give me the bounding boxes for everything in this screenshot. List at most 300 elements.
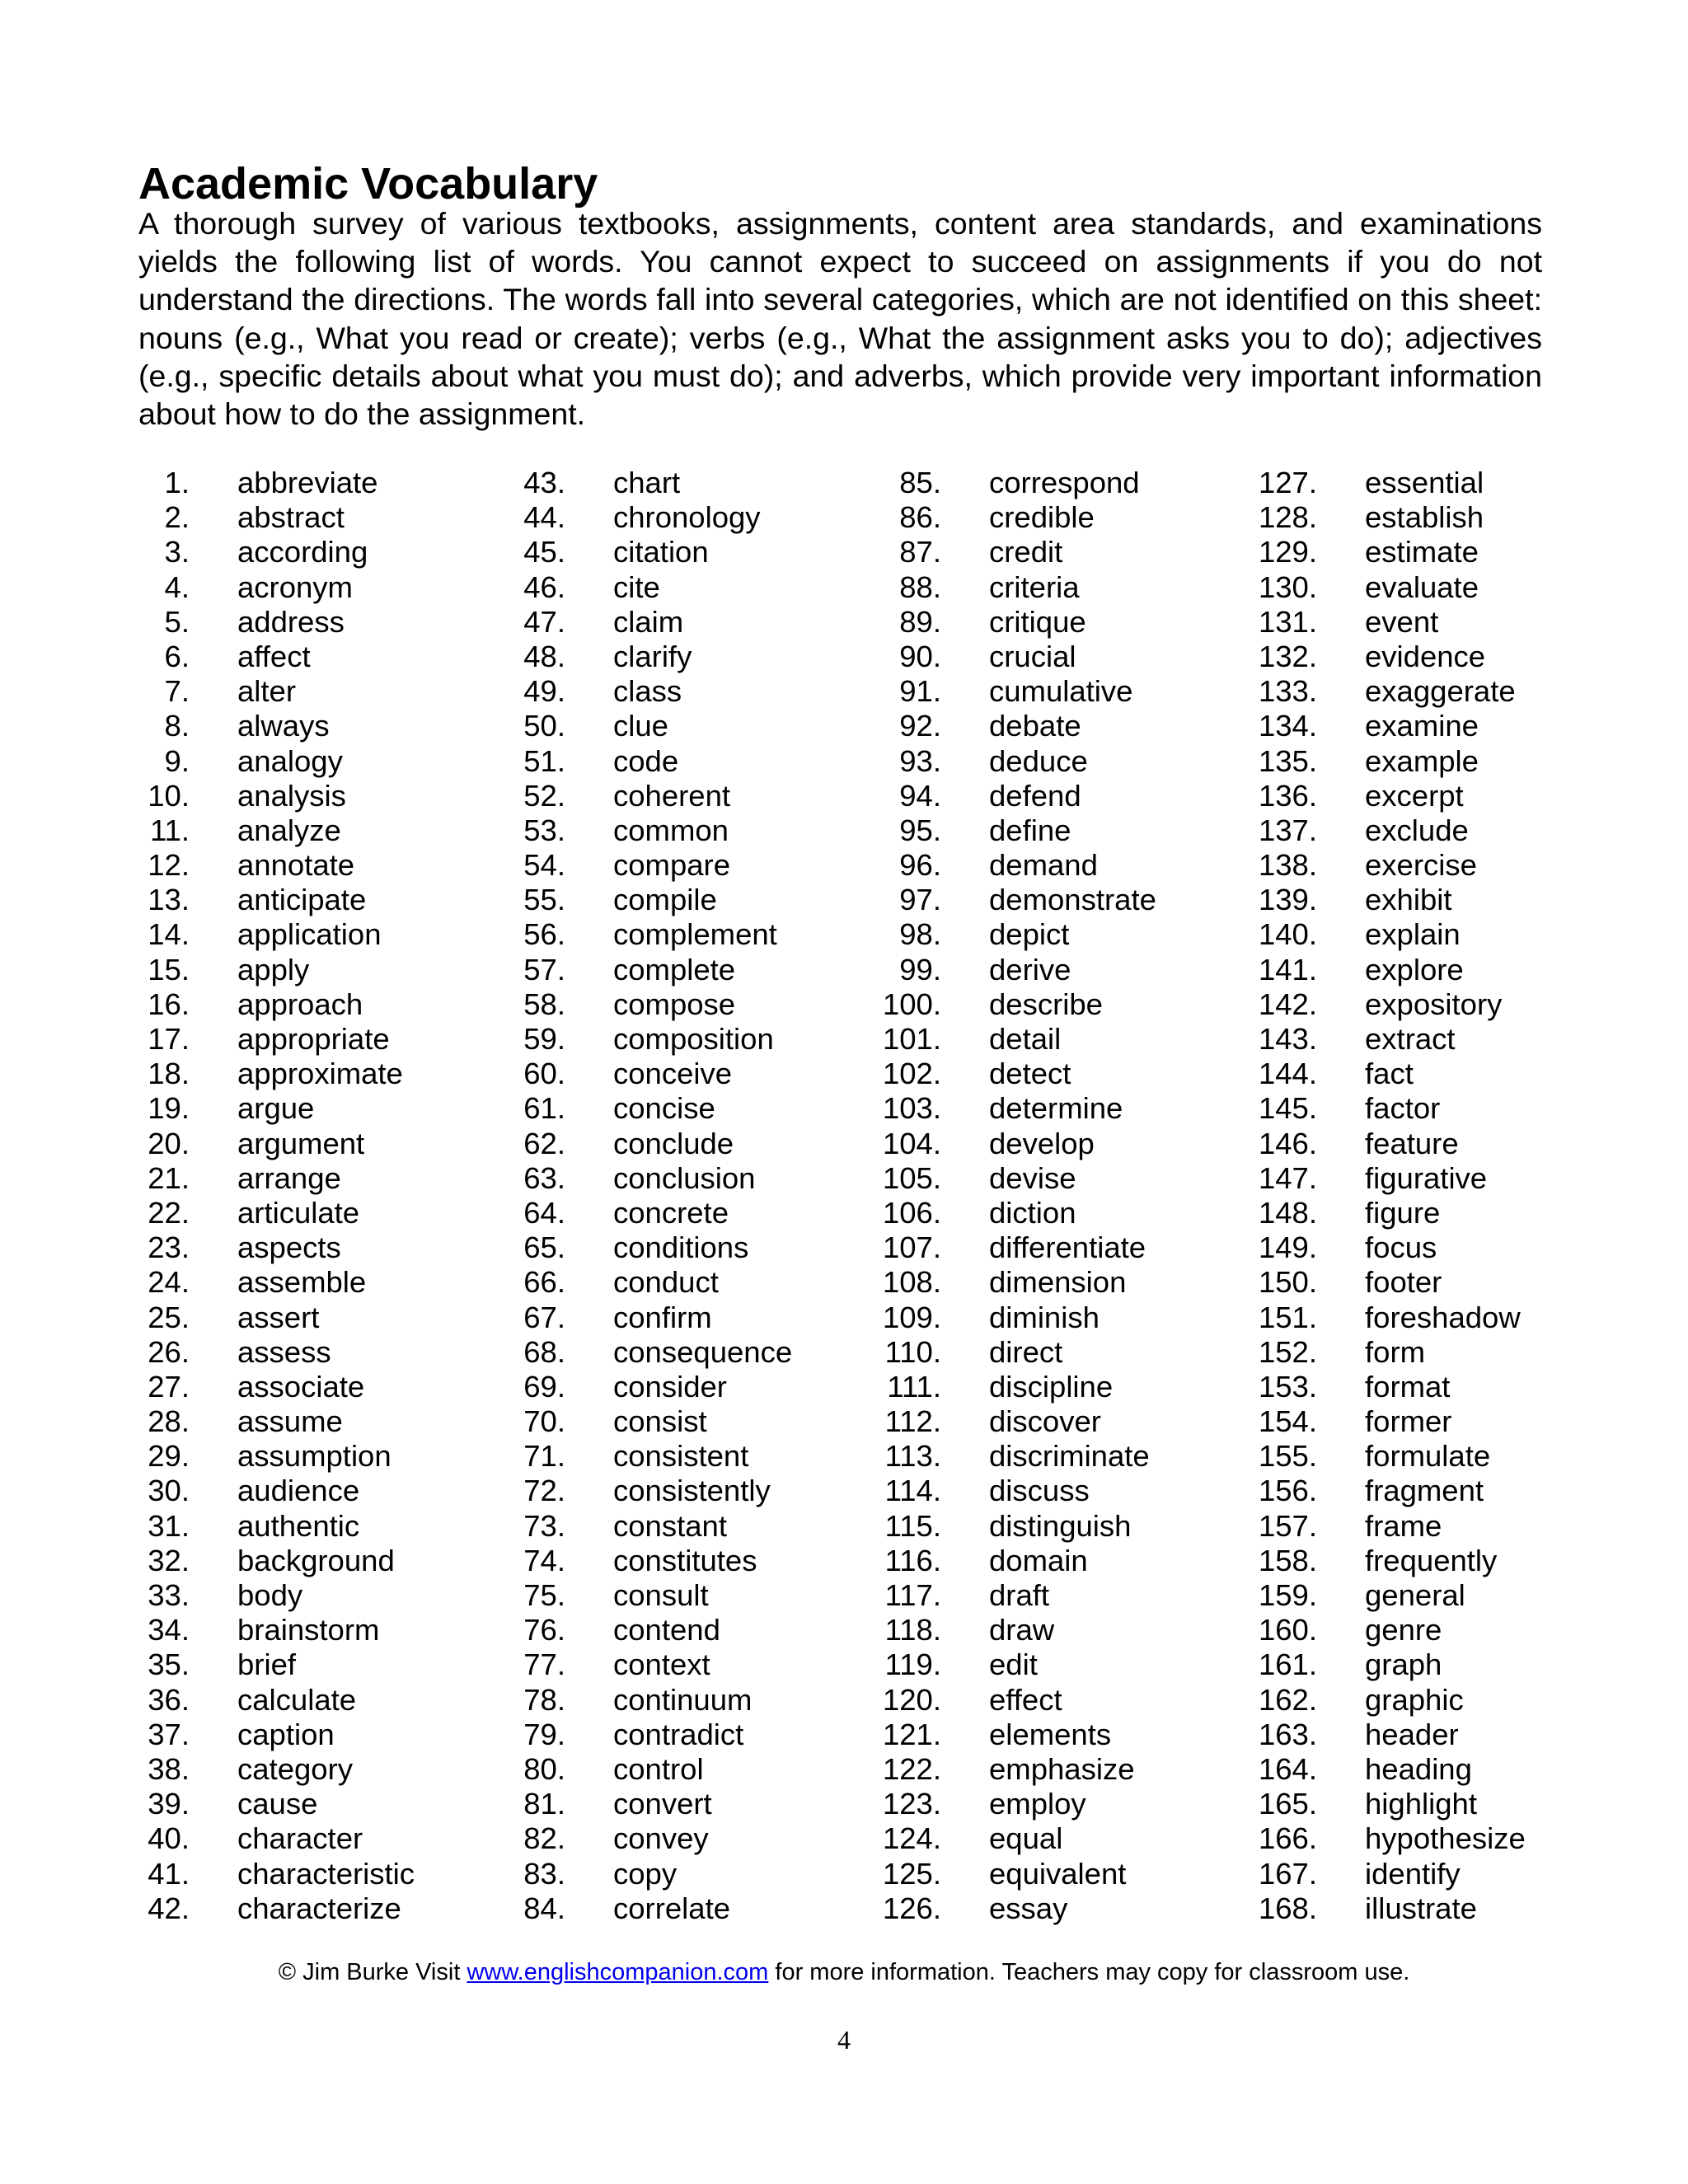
vocabulary-item-word: consist bbox=[613, 1404, 707, 1439]
vocabulary-item-number: 60. bbox=[523, 1057, 565, 1091]
vocabulary-item-number: 93. bbox=[899, 743, 941, 778]
vocabulary-item-number: 70. bbox=[523, 1404, 565, 1439]
vocabulary-item bbox=[376, 570, 755, 605]
vocabulary-item-word: contradict bbox=[613, 1717, 744, 1751]
vocabulary-item-number: 57. bbox=[523, 952, 565, 987]
vocabulary-item bbox=[0, 813, 379, 848]
vocabulary-item bbox=[752, 848, 1131, 883]
vocabulary-item-number: 32. bbox=[148, 1543, 190, 1577]
vocabulary-item-number: 19. bbox=[148, 1091, 190, 1126]
vocabulary-item-word: defend bbox=[989, 778, 1081, 813]
vocabulary-item-number: 110. bbox=[884, 1334, 941, 1369]
vocabulary-item-number: 58. bbox=[523, 987, 565, 1021]
vocabulary-item-number: 115. bbox=[884, 1508, 941, 1543]
vocabulary-item-word: devise bbox=[989, 1160, 1076, 1195]
vocabulary-item-word: convey bbox=[613, 1821, 709, 1856]
vocabulary-item bbox=[1128, 1439, 1507, 1474]
vocabulary-item-word: category bbox=[237, 1751, 353, 1786]
vocabulary-item bbox=[376, 1057, 755, 1091]
vocabulary-item-word: brief bbox=[237, 1647, 297, 1682]
vocabulary-item-word: criteria bbox=[989, 569, 1080, 604]
vocabulary-item-number: 47. bbox=[523, 604, 565, 639]
vocabulary-item bbox=[0, 1335, 379, 1370]
vocabulary-item-number: 24. bbox=[148, 1265, 190, 1300]
vocabulary-item-number: 79. bbox=[523, 1717, 565, 1751]
vocabulary-item bbox=[752, 1647, 1131, 1682]
vocabulary-item-number: 127. bbox=[1258, 466, 1317, 499]
vocabulary-item-number: 56. bbox=[523, 917, 565, 952]
vocabulary-item bbox=[1128, 1265, 1507, 1300]
vocabulary-item bbox=[376, 1334, 793, 1370]
vocabulary-item-number: 126. bbox=[882, 1891, 941, 1925]
vocabulary-item-number: 66. bbox=[523, 1265, 565, 1300]
vocabulary-item bbox=[752, 640, 1131, 674]
vocabulary-item-word: format bbox=[1365, 1369, 1451, 1404]
vocabulary-item-number: 156. bbox=[1258, 1474, 1317, 1508]
vocabulary-item-number: 74. bbox=[523, 1543, 565, 1577]
vocabulary-item-word: hypothesize bbox=[1365, 1821, 1526, 1856]
vocabulary-item-word: constant bbox=[613, 1508, 727, 1543]
vocabulary-item bbox=[1128, 987, 1507, 1022]
vocabulary-item bbox=[0, 1509, 379, 1544]
vocabulary-item bbox=[0, 987, 379, 1022]
vocabulary-item bbox=[752, 1057, 1131, 1091]
vocabulary-item bbox=[376, 1230, 755, 1265]
vocabulary-item-word: confirm bbox=[613, 1300, 712, 1334]
vocabulary-item-word: header bbox=[1365, 1717, 1459, 1751]
vocabulary-item-word: annotate bbox=[237, 848, 355, 883]
vocabulary-item bbox=[752, 1891, 1131, 1926]
vocabulary-item-number: 28. bbox=[148, 1404, 190, 1439]
vocabulary-item-word: credible bbox=[989, 500, 1095, 535]
vocabulary-item bbox=[752, 709, 1131, 743]
vocabulary-item-number: 134. bbox=[1258, 709, 1317, 743]
vocabulary-item bbox=[1128, 1578, 1507, 1613]
vocabulary-item-number: 100. bbox=[882, 987, 941, 1021]
vocabulary-item-number: 122. bbox=[882, 1751, 941, 1786]
vocabulary-item bbox=[752, 1335, 1131, 1370]
vocabulary-item-word: consider bbox=[613, 1369, 727, 1404]
vocabulary-item-number: 12. bbox=[148, 848, 190, 883]
vocabulary-item bbox=[752, 466, 1140, 500]
vocabulary-item-word: correlate bbox=[613, 1891, 731, 1925]
vocabulary-item-word: frame bbox=[1365, 1508, 1442, 1543]
vocabulary-item-word: deduce bbox=[989, 743, 1088, 778]
vocabulary-item-number: 96. bbox=[899, 848, 941, 883]
vocabulary-item bbox=[752, 883, 1156, 917]
vocabulary-item bbox=[0, 953, 379, 987]
vocabulary-item-number: 14. bbox=[148, 917, 190, 952]
vocabulary-item bbox=[752, 1091, 1131, 1126]
vocabulary-item bbox=[0, 1752, 379, 1787]
vocabulary-item-number: 133. bbox=[1258, 674, 1317, 709]
vocabulary-item-word: compile bbox=[613, 883, 717, 917]
vocabulary-item-word: clarify bbox=[613, 639, 692, 673]
vocabulary-item-number: 91. bbox=[899, 674, 941, 709]
vocabulary-item-number: 150. bbox=[1258, 1265, 1317, 1300]
vocabulary-item-number: 81. bbox=[523, 1787, 565, 1821]
vocabulary-item-number: 69. bbox=[523, 1369, 565, 1404]
vocabulary-item-word: compose bbox=[613, 987, 736, 1021]
vocabulary-item-number: 76. bbox=[523, 1613, 565, 1647]
vocabulary-item-number: 6. bbox=[164, 639, 190, 673]
vocabulary-item-word: contend bbox=[613, 1613, 720, 1647]
vocabulary-item-number: 94. bbox=[899, 778, 941, 813]
vocabulary-item bbox=[376, 1821, 755, 1856]
vocabulary-item bbox=[0, 709, 379, 743]
vocabulary-item bbox=[1128, 1891, 1507, 1926]
vocabulary-item bbox=[752, 1404, 1131, 1439]
vocabulary-item bbox=[376, 1509, 755, 1544]
vocabulary-item-word: citation bbox=[613, 535, 709, 569]
vocabulary-item bbox=[0, 1370, 379, 1404]
vocabulary-item-number: 130. bbox=[1258, 569, 1317, 604]
footer-website-link[interactable]: www.englishcompanion.com bbox=[467, 1959, 769, 1985]
vocabulary-item-number: 162. bbox=[1258, 1682, 1317, 1717]
vocabulary-item-word: define bbox=[989, 813, 1071, 847]
vocabulary-item bbox=[376, 640, 755, 674]
vocabulary-item-word: consult bbox=[613, 1578, 709, 1612]
vocabulary-item bbox=[1128, 744, 1507, 779]
vocabulary-item bbox=[1128, 1821, 1526, 1856]
vocabulary-item bbox=[0, 1127, 379, 1161]
vocabulary-item-word: derive bbox=[989, 952, 1071, 987]
vocabulary-item-word: fragment bbox=[1365, 1474, 1484, 1508]
vocabulary-item-word: determine bbox=[989, 1091, 1123, 1126]
vocabulary-item-number: 149. bbox=[1258, 1230, 1317, 1265]
vocabulary-item-number: 63. bbox=[523, 1160, 565, 1195]
vocabulary-item bbox=[1128, 1127, 1507, 1161]
vocabulary-item bbox=[376, 1613, 755, 1647]
vocabulary-item bbox=[0, 1543, 395, 1578]
vocabulary-item-number: 43. bbox=[523, 466, 565, 499]
vocabulary-item-word: apply bbox=[237, 952, 310, 987]
vocabulary-item-word: chart bbox=[613, 466, 681, 499]
vocabulary-item-number: 64. bbox=[523, 1195, 565, 1230]
vocabulary-item-word: identify bbox=[1365, 1856, 1461, 1891]
vocabulary-item-word: emphasize bbox=[989, 1751, 1135, 1786]
vocabulary-item-word: assume bbox=[237, 1404, 343, 1439]
footer-prefix: © Jim Burke Visit bbox=[278, 1959, 467, 1985]
vocabulary-item-number: 44. bbox=[523, 500, 565, 535]
vocabulary-item-word: code bbox=[613, 743, 679, 778]
vocabulary-item-number: 168. bbox=[1258, 1891, 1317, 1925]
vocabulary-item bbox=[376, 1265, 755, 1300]
vocabulary-item-word: exercise bbox=[1365, 848, 1477, 883]
vocabulary-item-number: 148. bbox=[1258, 1195, 1317, 1230]
vocabulary-item-word: differentiate bbox=[989, 1230, 1146, 1265]
page-title: Academic Vocabulary bbox=[138, 159, 598, 209]
vocabulary-item bbox=[752, 1509, 1131, 1544]
vocabulary-item-word: assumption bbox=[237, 1439, 392, 1474]
vocabulary-item-word: demonstrate bbox=[989, 883, 1156, 917]
vocabulary-column-1 bbox=[0, 466, 415, 1926]
vocabulary-item-word: former bbox=[1365, 1404, 1452, 1439]
vocabulary-item-word: essay bbox=[989, 1891, 1068, 1925]
vocabulary-item bbox=[1128, 1857, 1507, 1891]
vocabulary-item-word: fact bbox=[1365, 1057, 1414, 1091]
vocabulary-item-number: 98. bbox=[899, 917, 941, 952]
vocabulary-item-word: background bbox=[237, 1543, 395, 1577]
vocabulary-item-number: 117. bbox=[884, 1578, 941, 1612]
vocabulary-item-number: 166. bbox=[1258, 1821, 1317, 1856]
vocabulary-item-word: approach bbox=[237, 987, 363, 1021]
vocabulary-item-word: critique bbox=[989, 604, 1086, 639]
vocabulary-item-number: 1. bbox=[164, 466, 190, 499]
vocabulary-item-number: 20. bbox=[148, 1126, 190, 1160]
vocabulary-item-number: 143. bbox=[1258, 1022, 1317, 1056]
vocabulary-item-number: 49. bbox=[523, 674, 565, 709]
vocabulary-item-word: employ bbox=[989, 1787, 1086, 1821]
vocabulary-item-word: event bbox=[1365, 604, 1439, 639]
vocabulary-item bbox=[1128, 1683, 1507, 1718]
vocabulary-item bbox=[752, 1439, 1150, 1474]
vocabulary-item bbox=[1128, 1404, 1507, 1439]
vocabulary-item-number: 13. bbox=[148, 883, 190, 917]
vocabulary-item-word: evidence bbox=[1365, 639, 1486, 673]
vocabulary-item bbox=[376, 1544, 755, 1578]
vocabulary-item-word: affect bbox=[237, 639, 311, 673]
vocabulary-item bbox=[752, 1683, 1131, 1718]
vocabulary-item-word: assemble bbox=[237, 1265, 367, 1300]
vocabulary-item-word: depict bbox=[989, 917, 1070, 952]
vocabulary-item-number: 97. bbox=[899, 883, 941, 917]
vocabulary-item-word: graph bbox=[1365, 1647, 1442, 1682]
vocabulary-item-word: demand bbox=[989, 848, 1098, 883]
vocabulary-item-word: foreshadow bbox=[1365, 1300, 1521, 1334]
vocabulary-item bbox=[0, 1787, 379, 1821]
vocabulary-item-word: figurative bbox=[1365, 1160, 1488, 1195]
vocabulary-item bbox=[0, 640, 379, 674]
vocabulary-item-word: authentic bbox=[237, 1508, 360, 1543]
vocabulary-item-number: 41. bbox=[148, 1856, 190, 1891]
vocabulary-item-word: clue bbox=[613, 709, 668, 743]
vocabulary-item bbox=[752, 1751, 1135, 1787]
vocabulary-item bbox=[0, 848, 379, 883]
vocabulary-item-word: describe bbox=[989, 987, 1103, 1021]
vocabulary-item bbox=[376, 1891, 755, 1926]
vocabulary-item-number: 18. bbox=[148, 1057, 190, 1091]
vocabulary-item-number: 124. bbox=[882, 1821, 941, 1856]
vocabulary-item-number: 147. bbox=[1258, 1160, 1317, 1195]
vocabulary-item bbox=[0, 1230, 379, 1265]
vocabulary-item bbox=[376, 848, 755, 883]
vocabulary-item-number: 144. bbox=[1258, 1057, 1317, 1091]
vocabulary-item-number: 82. bbox=[523, 1821, 565, 1856]
vocabulary-item-number: 48. bbox=[523, 639, 565, 673]
vocabulary-item-word: examine bbox=[1365, 709, 1479, 743]
vocabulary-item bbox=[1128, 640, 1507, 674]
vocabulary-item-number: 15. bbox=[148, 952, 190, 987]
vocabulary-item-word: alter bbox=[237, 674, 297, 709]
vocabulary-item bbox=[1128, 1370, 1507, 1404]
footer-notice bbox=[0, 1957, 1688, 1987]
vocabulary-item-number: 83. bbox=[523, 1856, 565, 1891]
vocabulary-item-word: distinguish bbox=[989, 1508, 1132, 1543]
vocabulary-item bbox=[376, 1787, 755, 1821]
vocabulary-item-number: 89. bbox=[899, 604, 941, 639]
vocabulary-item bbox=[0, 1022, 390, 1057]
vocabulary-item-word: articulate bbox=[237, 1195, 360, 1230]
vocabulary-item-word: discriminate bbox=[989, 1439, 1150, 1474]
vocabulary-item-number: 137. bbox=[1258, 813, 1317, 847]
vocabulary-item bbox=[1128, 1230, 1507, 1265]
vocabulary-item-word: cumulative bbox=[989, 674, 1133, 709]
vocabulary-item-word: coherent bbox=[613, 778, 731, 813]
vocabulary-item-word: argue bbox=[237, 1091, 315, 1126]
vocabulary-item-word: common bbox=[613, 813, 729, 847]
vocabulary-item-number: 36. bbox=[148, 1682, 190, 1717]
vocabulary-item bbox=[0, 570, 379, 605]
vocabulary-item-number: 16. bbox=[148, 987, 190, 1021]
vocabulary-item-number: 139. bbox=[1258, 883, 1317, 917]
vocabulary-item bbox=[376, 1127, 755, 1161]
vocabulary-item-number: 4. bbox=[164, 569, 190, 604]
vocabulary-item bbox=[1128, 848, 1507, 883]
vocabulary-item-word: conceive bbox=[613, 1057, 733, 1091]
intro-paragraph: A thorough survey of various textbooks, assignments, content area standards, and examinations yields the following list of words. You cannot expect to succeed on assignments if you do not understand the directions. The words fall into several categories, which are not identified on this sheet: nouns (e.g., What you read or create); verbs (e.g., What the assignment asks you to do); adjectives (e.g., specific details about what you must do); and adverbs, which provide very important information about how to do the assignment. bbox=[138, 206, 1542, 432]
vocabulary-item-number: 131. bbox=[1258, 604, 1317, 639]
vocabulary-item-word: convert bbox=[613, 1787, 712, 1821]
vocabulary-item bbox=[752, 1370, 1131, 1404]
vocabulary-item bbox=[0, 1821, 379, 1856]
vocabulary-item-word: caption bbox=[237, 1717, 335, 1751]
vocabulary-item-word: graphic bbox=[1365, 1682, 1464, 1717]
vocabulary-item-word: factor bbox=[1365, 1091, 1441, 1126]
vocabulary-item-word: according bbox=[237, 535, 368, 569]
vocabulary-item-number: 142. bbox=[1258, 987, 1317, 1021]
vocabulary-item-word: exaggerate bbox=[1365, 674, 1516, 709]
vocabulary-item-word: genre bbox=[1365, 1613, 1442, 1647]
vocabulary-item bbox=[0, 500, 379, 535]
vocabulary-item bbox=[1128, 535, 1507, 569]
vocabulary-item-word: class bbox=[613, 674, 682, 709]
vocabulary-item-word: anticipate bbox=[237, 883, 367, 917]
vocabulary-item-number: 40. bbox=[148, 1821, 190, 1856]
vocabulary-item-number: 55. bbox=[523, 883, 565, 917]
vocabulary-item-number: 62. bbox=[523, 1126, 565, 1160]
vocabulary-item-number: 132. bbox=[1258, 639, 1317, 673]
vocabulary-item bbox=[0, 1057, 403, 1091]
vocabulary-item-word: claim bbox=[613, 604, 684, 639]
vocabulary-item bbox=[1128, 1752, 1507, 1787]
vocabulary-item bbox=[0, 1161, 379, 1196]
vocabulary-item-number: 35. bbox=[148, 1647, 190, 1682]
vocabulary-item-word: frequently bbox=[1365, 1543, 1498, 1577]
vocabulary-item-number: 158. bbox=[1258, 1543, 1317, 1577]
vocabulary-item bbox=[1128, 1091, 1507, 1126]
vocabulary-item-number: 107. bbox=[882, 1230, 941, 1265]
vocabulary-item bbox=[752, 1544, 1131, 1578]
vocabulary-item-number: 17. bbox=[148, 1022, 190, 1056]
vocabulary-item-word: equivalent bbox=[989, 1856, 1127, 1891]
footer-suffix: for more information. Teachers may copy for classroom use. bbox=[768, 1959, 1410, 1985]
vocabulary-item-word: concrete bbox=[613, 1195, 729, 1230]
vocabulary-item-word: associate bbox=[237, 1369, 365, 1404]
vocabulary-item-word: form bbox=[1365, 1334, 1425, 1369]
vocabulary-item-number: 77. bbox=[523, 1647, 565, 1682]
vocabulary-item bbox=[752, 1265, 1131, 1300]
vocabulary-item-number: 80. bbox=[523, 1751, 565, 1786]
vocabulary-item-word: constitutes bbox=[613, 1543, 757, 1577]
vocabulary-column-3 bbox=[752, 466, 1156, 1926]
vocabulary-item-word: composition bbox=[613, 1022, 774, 1056]
vocabulary-item-number: 103. bbox=[882, 1091, 941, 1126]
vocabulary-item-word: cause bbox=[237, 1787, 318, 1821]
vocabulary-item bbox=[0, 1301, 379, 1335]
vocabulary-item bbox=[1128, 813, 1507, 848]
vocabulary-item bbox=[752, 570, 1131, 605]
vocabulary-item-number: 160. bbox=[1258, 1613, 1317, 1647]
vocabulary-item-number: 152. bbox=[1258, 1334, 1317, 1369]
vocabulary-item-word: discipline bbox=[989, 1369, 1114, 1404]
vocabulary-item-number: 39. bbox=[148, 1787, 190, 1821]
vocabulary-item bbox=[1128, 466, 1507, 500]
vocabulary-item bbox=[752, 535, 1131, 569]
vocabulary-item-word: figure bbox=[1365, 1195, 1441, 1230]
vocabulary-item bbox=[752, 1301, 1131, 1335]
vocabulary-item-word: audience bbox=[237, 1474, 360, 1508]
vocabulary-item-word: conclusion bbox=[613, 1160, 756, 1195]
vocabulary-item bbox=[752, 605, 1131, 640]
vocabulary-item bbox=[0, 1196, 379, 1230]
vocabulary-item-word: complement bbox=[613, 917, 777, 952]
vocabulary-item-word: analyze bbox=[237, 813, 341, 847]
vocabulary-item-word: correspond bbox=[989, 466, 1140, 499]
vocabulary-item-word: analogy bbox=[237, 743, 343, 778]
vocabulary-item-number: 71. bbox=[523, 1439, 565, 1474]
vocabulary-item-number: 112. bbox=[884, 1404, 941, 1439]
vocabulary-list bbox=[0, 466, 1688, 1933]
vocabulary-item-word: estimate bbox=[1365, 535, 1479, 569]
vocabulary-item bbox=[1128, 1718, 1507, 1752]
vocabulary-item-word: discuss bbox=[989, 1474, 1090, 1508]
vocabulary-item-number: 90. bbox=[899, 639, 941, 673]
vocabulary-item bbox=[376, 1683, 755, 1718]
vocabulary-item bbox=[1128, 1196, 1507, 1230]
vocabulary-item bbox=[1128, 953, 1507, 987]
vocabulary-item bbox=[752, 1230, 1146, 1265]
vocabulary-item-number: 22. bbox=[148, 1195, 190, 1230]
vocabulary-item bbox=[1128, 1161, 1507, 1196]
vocabulary-item-word: arrange bbox=[237, 1160, 341, 1195]
vocabulary-item-number: 113. bbox=[884, 1439, 941, 1474]
vocabulary-item-word: domain bbox=[989, 1543, 1088, 1577]
vocabulary-item-word: diction bbox=[989, 1195, 1076, 1230]
vocabulary-item bbox=[376, 500, 761, 535]
vocabulary-item bbox=[1128, 709, 1507, 743]
vocabulary-item-number: 111. bbox=[887, 1369, 941, 1404]
vocabulary-item bbox=[0, 1404, 379, 1439]
vocabulary-item-number: 121. bbox=[882, 1717, 941, 1751]
vocabulary-item bbox=[1128, 917, 1507, 952]
vocabulary-item-word: always bbox=[237, 709, 330, 743]
vocabulary-item bbox=[376, 1091, 755, 1126]
vocabulary-item-number: 27. bbox=[148, 1369, 190, 1404]
vocabulary-item bbox=[752, 1196, 1131, 1230]
vocabulary-item-word: explain bbox=[1365, 917, 1461, 952]
vocabulary-item bbox=[376, 1196, 755, 1230]
vocabulary-item bbox=[0, 466, 379, 500]
vocabulary-item bbox=[0, 1474, 379, 1508]
vocabulary-item-number: 61. bbox=[523, 1091, 565, 1126]
vocabulary-item-word: calculate bbox=[237, 1682, 357, 1717]
vocabulary-item-number: 136. bbox=[1258, 778, 1317, 813]
vocabulary-item-word: effect bbox=[989, 1682, 1062, 1717]
vocabulary-item-number: 68. bbox=[523, 1334, 565, 1369]
vocabulary-item-word: extract bbox=[1365, 1022, 1456, 1056]
vocabulary-item bbox=[1128, 1300, 1521, 1335]
